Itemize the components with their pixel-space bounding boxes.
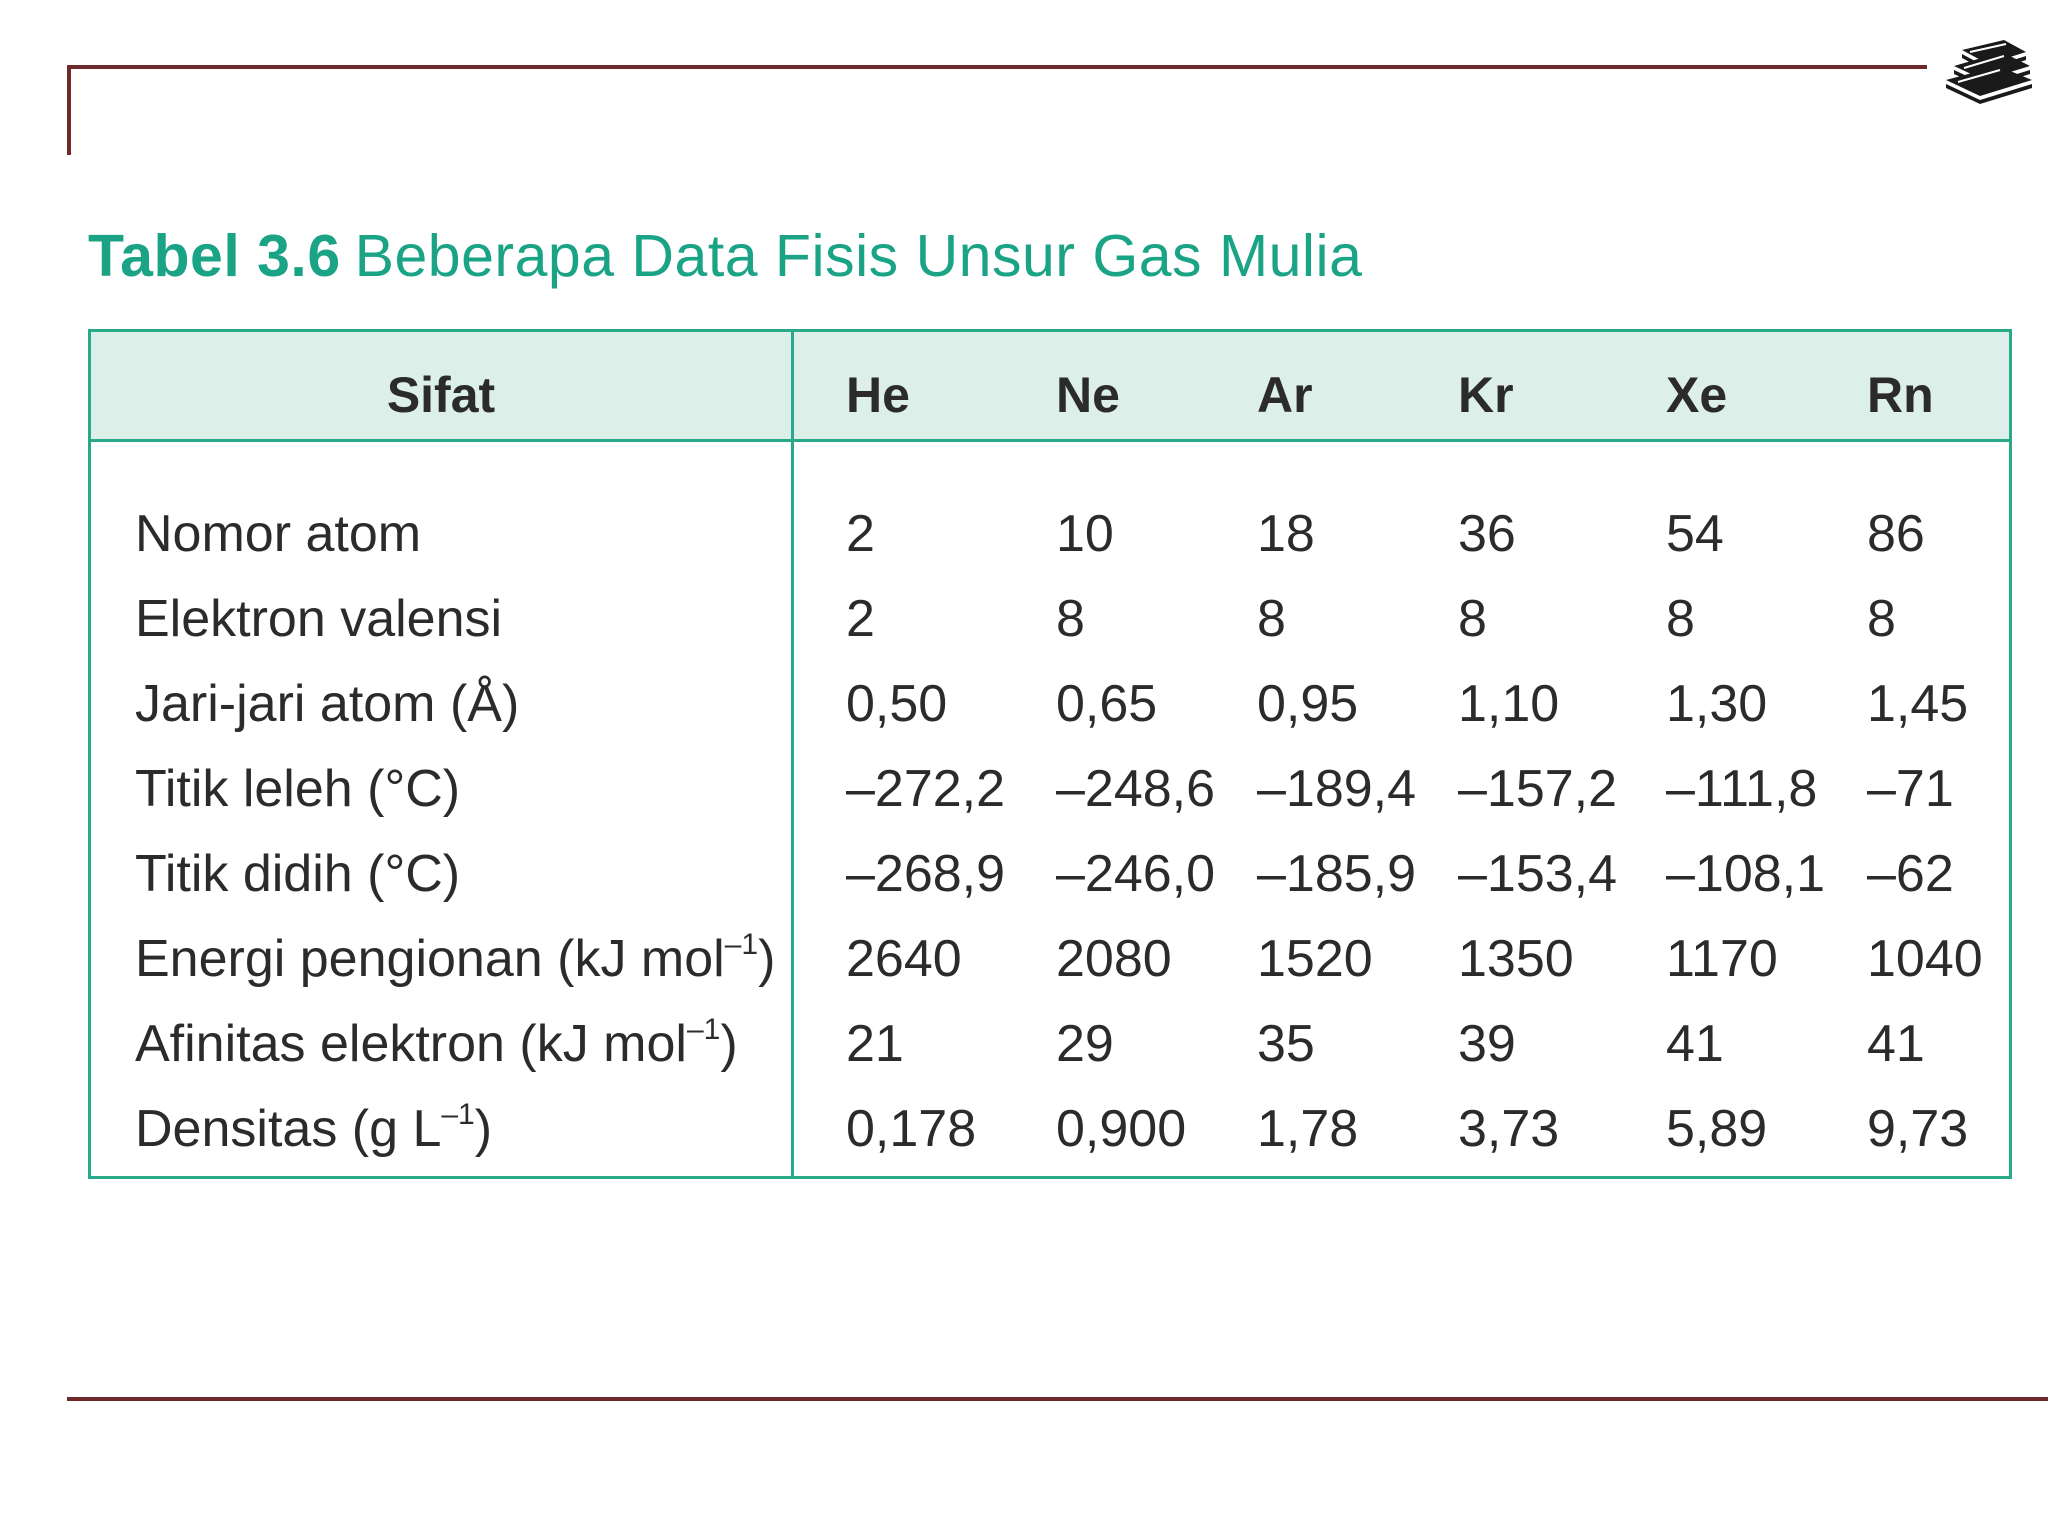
value-cell: –189,4 [1257, 760, 1417, 818]
property-label: Densitas (g $L^{-1}$) [135, 1097, 493, 1158]
value-cell: 0,95 [1257, 675, 1359, 733]
value-cell: 39 [1458, 1015, 1516, 1073]
property-label: Jari-jari atom (Å) [135, 675, 520, 733]
data-table [88, 329, 2012, 1179]
value-cell: 1170 [1666, 930, 1778, 988]
property-label: Afinitas elektron (kJ mol$^{-1}$) [135, 1012, 738, 1073]
frame-left-line [67, 65, 71, 155]
value-cell: –153,4 [1458, 845, 1618, 903]
value-cell: –246,0 [1056, 845, 1216, 903]
property-label: Titik didih (°C) [135, 845, 461, 903]
header-element: Ne [1056, 367, 1120, 423]
value-cell: 2080 [1056, 930, 1172, 988]
header-element: Kr [1458, 367, 1514, 423]
table-number: Tabel 3.6 [88, 223, 341, 289]
value-cell: 41 [1867, 1015, 1925, 1073]
value-cell: 8 [1257, 590, 1286, 648]
header-element: Ar [1257, 367, 1313, 423]
value-cell: 35 [1257, 1015, 1315, 1073]
value-cell: –62 [1867, 845, 1954, 903]
value-cell: –248,6 [1056, 760, 1216, 818]
value-cell: 0,65 [1056, 675, 1158, 733]
table-row [91, 1087, 2009, 1171]
value-cell: 8 [1458, 590, 1487, 648]
value-cell: –157,2 [1458, 760, 1618, 818]
value-cell: 8 [1056, 590, 1085, 648]
books-stack-icon [1940, 36, 2036, 106]
value-cell: 2 [846, 505, 875, 563]
header-element: Xe [1666, 367, 1728, 423]
table-row [91, 832, 2009, 916]
value-cell: 1040 [1867, 930, 1983, 988]
table-title: Beberapa Data Fisis Unsur Gas Mulia [354, 223, 1363, 289]
value-cell: –272,2 [846, 760, 1006, 818]
value-cell: 9,73 [1867, 1100, 1969, 1158]
table-row [91, 747, 2009, 831]
property-label: Nomor atom [135, 505, 422, 563]
value-cell: 3,73 [1458, 1100, 1560, 1158]
property-label: Energi pengionan (kJ mol$^{-1}$) [135, 927, 776, 988]
value-cell: 8 [1867, 590, 1896, 648]
table-row [91, 577, 2009, 661]
table-row [91, 1002, 2009, 1086]
table-caption [88, 222, 1362, 290]
value-cell: 1,10 [1458, 675, 1560, 733]
header-element: He [846, 367, 910, 423]
value-cell: 54 [1666, 505, 1724, 563]
header-property: Sifat [386, 367, 496, 423]
property-label: Titik leleh (°C) [135, 760, 461, 818]
value-cell: 5,89 [1666, 1100, 1768, 1158]
value-cell: 0,50 [846, 675, 948, 733]
table-header-row [91, 332, 2009, 442]
value-cell: 18 [1257, 505, 1315, 563]
value-cell: 36 [1458, 505, 1516, 563]
property-label: Elektron valensi [135, 590, 503, 648]
value-cell: 29 [1056, 1015, 1114, 1073]
value-cell: –185,9 [1257, 845, 1417, 903]
value-cell: 2 [846, 590, 875, 648]
frame-top-line [67, 65, 1927, 69]
value-cell: 1,30 [1666, 675, 1768, 733]
value-cell: 0,900 [1056, 1100, 1187, 1158]
value-cell: –108,1 [1666, 845, 1826, 903]
value-cell: 1,45 [1867, 675, 1969, 733]
table-row [91, 917, 2009, 1001]
value-cell: 2640 [846, 930, 962, 988]
value-cell: 41 [1666, 1015, 1724, 1073]
value-cell: 1350 [1458, 930, 1574, 988]
value-cell: 10 [1056, 505, 1114, 563]
value-cell: 21 [846, 1015, 904, 1073]
value-cell: 1520 [1257, 930, 1373, 988]
value-cell: 1,78 [1257, 1100, 1359, 1158]
table-row [91, 492, 2009, 576]
frame-bottom-line [67, 1397, 2048, 1401]
value-cell: 8 [1666, 590, 1695, 648]
value-cell: –111,8 [1666, 760, 1818, 818]
value-cell: 86 [1867, 505, 1925, 563]
value-cell: –71 [1867, 760, 1954, 818]
value-cell: 0,178 [846, 1100, 977, 1158]
header-element: Rn [1867, 367, 1934, 423]
table-row [91, 662, 2009, 746]
value-cell: –268,9 [846, 845, 1006, 903]
